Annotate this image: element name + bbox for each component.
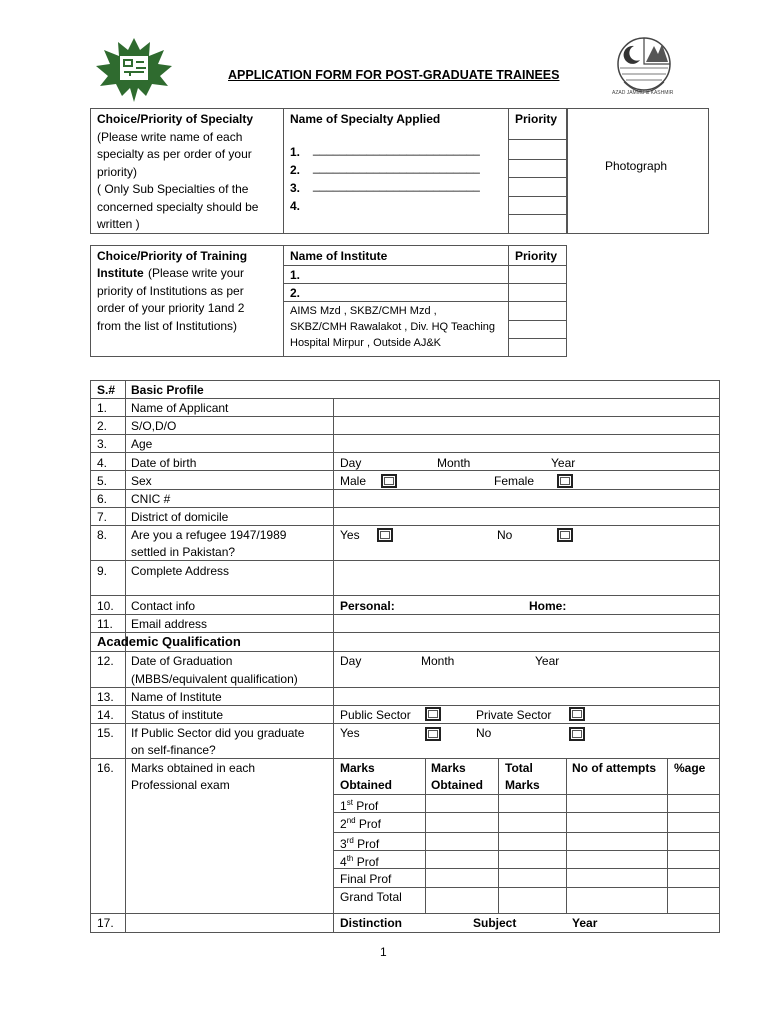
prof-row-3: 3rd Prof <box>340 836 380 851</box>
specialty-name-header: Name of Specialty Applied <box>290 112 441 126</box>
public-sector-label: Public Sector <box>340 708 411 722</box>
domicile-label: District of domicile <box>131 510 229 524</box>
sex-label: Sex <box>131 474 152 488</box>
prof-row-final: Final Prof <box>340 872 392 886</box>
academic-heading: Academic Qualification <box>97 634 241 649</box>
dob-month[interactable]: Month <box>437 456 471 470</box>
basic-profile-header: Basic Profile <box>131 383 204 397</box>
sex-male-checkbox[interactable] <box>381 474 397 488</box>
self-finance-yes-checkbox[interactable] <box>425 727 441 741</box>
self-finance-label: If Public Sector did you graduate <box>131 726 305 740</box>
address-label: Complete Address <box>131 564 230 578</box>
institute-row-2[interactable]: 2. <box>290 286 301 300</box>
email-label: Email address <box>131 617 208 631</box>
specialty-choice-label: Choice/Priority of Specialty <box>97 112 254 126</box>
self-finance-no-checkbox[interactable] <box>569 727 585 741</box>
prof-row-2: 2nd Prof <box>340 816 381 831</box>
total-marks-header: Total <box>505 761 533 775</box>
specialty-priority-header: Priority <box>515 112 558 126</box>
photograph-label: Photograph <box>605 159 668 173</box>
page-number: 1 <box>380 945 387 959</box>
sex-female-label: Female <box>494 474 535 488</box>
distinction-subject: Subject <box>473 916 517 930</box>
sn-header: S.# <box>97 383 116 397</box>
specialty-row-1: 1. <box>290 145 301 159</box>
prof-row-4: 4th Prof <box>340 854 379 869</box>
page-title: APPLICATION FORM FOR POST-GRADUATE TRAINEES <box>228 68 560 82</box>
seal-text: AZAD JAMMU & KASHMIR <box>612 90 674 96</box>
so-do-label: S/O,D/O <box>131 419 177 433</box>
distinction-label: Distinction <box>340 916 402 930</box>
ajk-seal-icon <box>610 32 678 100</box>
refugee-no-label: No <box>497 528 513 542</box>
marks-label: Marks obtained in each <box>131 761 256 775</box>
dob-day[interactable]: Day <box>340 456 362 470</box>
attempts-header: No of attempts <box>572 761 656 775</box>
age-label: Age <box>131 437 153 451</box>
institute-name-label: Name of Institute <box>131 690 222 704</box>
institute-status-label: Status of institute <box>131 708 224 722</box>
contact-home[interactable]: Home: <box>529 599 567 613</box>
self-finance-no-label: No <box>476 726 492 740</box>
contact-personal[interactable]: Personal: <box>340 599 395 613</box>
institute-row-1[interactable]: 1. <box>290 268 301 282</box>
marks-obtained-header-2: Marks <box>431 761 466 775</box>
specialty-input-3[interactable]: _________________________ <box>313 178 480 192</box>
cnic-label: CNIC # <box>131 492 171 506</box>
refugee-yes-label: Yes <box>340 528 360 542</box>
private-sector-label: Private Sector <box>476 708 552 722</box>
specialty-row-3: 3. <box>290 181 301 195</box>
specialty-input-1[interactable]: _________________________ <box>313 142 480 156</box>
dob-label: Date of birth <box>131 456 197 470</box>
institute-name-header: Name of Institute <box>290 249 388 263</box>
contact-label: Contact info <box>131 599 196 613</box>
specialty-input-2[interactable]: _________________________ <box>313 160 480 174</box>
refugee-yes-checkbox[interactable] <box>377 528 393 542</box>
grad-year[interactable]: Year <box>535 654 560 668</box>
private-sector-checkbox[interactable] <box>569 707 585 721</box>
leaf-logo-icon <box>94 34 174 104</box>
specialty-row-2: 2. <box>290 163 301 177</box>
institute-list-line: AIMS Mzd , SKBZ/CMH Mzd , <box>290 305 437 317</box>
sex-male-label: Male <box>340 474 367 488</box>
name-of-applicant-label: Name of Applicant <box>131 401 229 415</box>
sex-female-checkbox[interactable] <box>557 474 573 488</box>
institute-priority-header: Priority <box>515 249 558 263</box>
grad-day[interactable]: Day <box>340 654 362 668</box>
graduation-date-label: Date of Graduation <box>131 654 233 668</box>
marks-obtained-header-1: Marks <box>340 761 375 775</box>
specialty-row-4: 4. <box>290 199 301 213</box>
self-finance-yes-label: Yes <box>340 726 360 740</box>
refugee-no-checkbox[interactable] <box>557 528 573 542</box>
percentage-header: %age <box>674 761 706 775</box>
prof-row-grand-total: Grand Total <box>340 890 402 904</box>
refugee-label: Are you a refugee 1947/1989 <box>131 528 287 542</box>
public-sector-checkbox[interactable] <box>425 707 441 721</box>
grad-month[interactable]: Month <box>421 654 455 668</box>
prof-row-1: 1st Prof <box>340 798 379 813</box>
institute-choice-label: Choice/Priority of Training <box>97 249 248 263</box>
dob-year[interactable]: Year <box>551 456 576 470</box>
distinction-year: Year <box>572 916 598 930</box>
